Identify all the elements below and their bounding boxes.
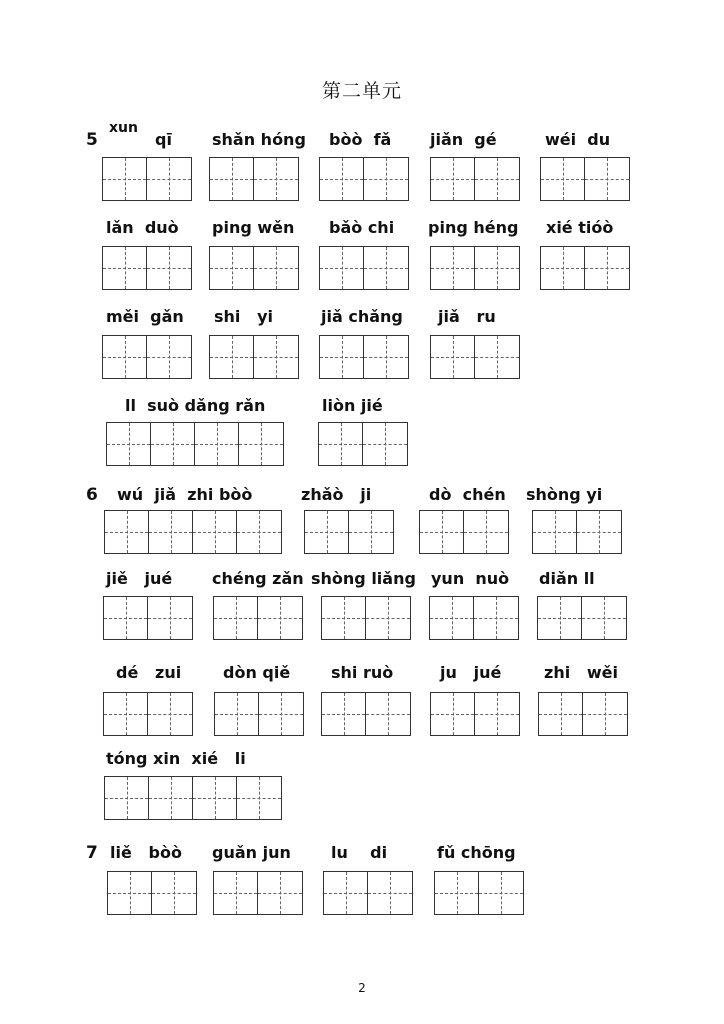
pinyin-label: tóng xin xié li [106, 749, 246, 768]
writing-cell[interactable] [319, 423, 363, 465]
pinyin-label: wéi du [545, 130, 611, 149]
writing-cell[interactable] [320, 336, 364, 378]
writing-cell[interactable] [237, 511, 281, 553]
writing-cell[interactable] [366, 693, 410, 735]
writing-cell[interactable] [237, 777, 281, 819]
character-box-row[interactable] [213, 596, 303, 640]
writing-cell[interactable] [420, 511, 464, 553]
character-box-row[interactable] [102, 246, 192, 290]
writing-cell[interactable] [104, 597, 148, 639]
pinyin-label: liòn jié [322, 396, 383, 415]
writing-cell[interactable] [474, 597, 518, 639]
character-box-row[interactable] [419, 510, 509, 554]
character-box-row[interactable] [104, 510, 282, 554]
page-number: 2 [358, 981, 366, 995]
character-box-row[interactable] [319, 335, 409, 379]
character-box-row[interactable] [319, 246, 409, 290]
writing-cell[interactable] [239, 423, 283, 465]
writing-cell[interactable] [541, 247, 585, 289]
character-box-row[interactable] [532, 510, 622, 554]
character-box-row[interactable] [430, 157, 520, 201]
writing-cell[interactable] [254, 247, 298, 289]
pinyin-label: jiǎn gé [430, 130, 497, 149]
lesson-number: 7 [86, 843, 98, 863]
writing-cell[interactable] [541, 158, 585, 200]
pinyin-label: dòn qiě [223, 663, 291, 682]
character-box-row[interactable] [430, 692, 520, 736]
pinyin-label: yun nuò [431, 569, 510, 588]
character-box-row[interactable] [429, 596, 519, 640]
writing-cell[interactable] [214, 597, 258, 639]
writing-cell[interactable] [151, 423, 195, 465]
writing-cell[interactable] [148, 597, 192, 639]
pinyin-label: jiǎ chǎng [321, 307, 403, 326]
page-title: 第二单元 [321, 80, 402, 102]
writing-cell[interactable] [475, 247, 519, 289]
writing-cell[interactable] [585, 158, 629, 200]
writing-cell[interactable] [149, 511, 193, 553]
pinyin-label: shòng liǎng [311, 569, 416, 588]
writing-cell[interactable] [259, 693, 303, 735]
writing-cell[interactable] [305, 511, 349, 553]
character-box-row[interactable] [318, 422, 408, 466]
writing-cell[interactable] [258, 597, 302, 639]
writing-cell[interactable] [533, 511, 577, 553]
character-box-row[interactable] [319, 157, 409, 201]
character-box-row[interactable] [107, 871, 197, 915]
writing-cell[interactable] [258, 872, 302, 914]
pinyin-label: wú jiǎ zhi bòò [117, 485, 253, 504]
pinyin-label: shòng yi [526, 485, 603, 504]
writing-cell[interactable] [108, 872, 152, 914]
pinyin-label: dé zui [116, 663, 182, 682]
writing-cell[interactable] [431, 158, 475, 200]
pinyin-label: lu di [331, 843, 388, 862]
pinyin-label: jiǎ ru [438, 307, 496, 326]
writing-cell[interactable] [435, 872, 479, 914]
pinyin-label: shi ruò [331, 663, 394, 682]
pinyin-label: ju jué [440, 663, 502, 682]
pinyin-label: fǔ chōng [437, 843, 516, 862]
pinyin-label: qī [155, 130, 172, 149]
character-box-row[interactable] [540, 246, 630, 290]
writing-cell[interactable] [475, 693, 519, 735]
writing-cell[interactable] [105, 511, 149, 553]
writing-cell[interactable] [193, 777, 237, 819]
lesson-number: 5 [86, 130, 98, 150]
pinyin-label: bòò fǎ [329, 130, 392, 149]
character-box-row[interactable] [538, 692, 628, 736]
character-box-row[interactable] [430, 335, 520, 379]
writing-cell[interactable] [539, 693, 583, 735]
lesson-number: 6 [86, 485, 98, 505]
writing-cell[interactable] [431, 247, 475, 289]
pinyin-label: ll suò dǎng rǎn [125, 396, 266, 415]
pinyin-label: zhǎò ji [301, 485, 372, 504]
writing-cell[interactable] [320, 247, 364, 289]
character-box-row[interactable] [430, 246, 520, 290]
character-box-row[interactable] [321, 692, 411, 736]
writing-cell[interactable] [103, 247, 147, 289]
writing-cell[interactable] [368, 872, 412, 914]
writing-cell[interactable] [210, 247, 254, 289]
writing-cell[interactable] [538, 597, 582, 639]
writing-cell[interactable] [147, 247, 191, 289]
writing-cell[interactable] [583, 693, 627, 735]
character-box-row[interactable] [103, 692, 193, 736]
character-box-row[interactable] [540, 157, 630, 201]
writing-cell[interactable] [105, 777, 149, 819]
writing-cell[interactable] [107, 423, 151, 465]
writing-cell[interactable] [147, 336, 191, 378]
writing-cell[interactable] [431, 693, 475, 735]
pinyin-label: lǎn duò [106, 218, 179, 237]
character-box-row[interactable] [102, 335, 192, 379]
pinyin-label: liě bòò [110, 843, 182, 862]
writing-cell[interactable] [364, 247, 408, 289]
writing-cell[interactable] [324, 872, 368, 914]
character-box-row[interactable] [209, 246, 299, 290]
pinyin-label: shǎn hóng [212, 130, 306, 149]
writing-cell[interactable] [254, 158, 298, 200]
pinyin-label: chéng zǎn [212, 569, 304, 588]
writing-cell[interactable] [366, 597, 410, 639]
writing-cell[interactable] [320, 158, 364, 200]
writing-cell[interactable] [475, 336, 519, 378]
character-box-row[interactable] [209, 157, 299, 201]
pinyin-label: xié tióò [546, 218, 614, 237]
writing-cell[interactable] [103, 336, 147, 378]
pinyin-label: dò chén [429, 485, 506, 504]
writing-cell[interactable] [585, 247, 629, 289]
pinyin-label: měi gǎn [106, 307, 184, 326]
writing-cell[interactable] [364, 158, 408, 200]
writing-cell[interactable] [104, 693, 148, 735]
character-box-row[interactable] [323, 871, 413, 915]
writing-cell[interactable] [582, 597, 626, 639]
pinyin-label: diǎn ll [539, 569, 595, 588]
writing-cell[interactable] [149, 777, 193, 819]
writing-cell[interactable] [254, 336, 298, 378]
writing-cell[interactable] [431, 336, 475, 378]
character-box-row[interactable] [321, 596, 411, 640]
character-box-row[interactable] [106, 422, 284, 466]
writing-cell[interactable] [152, 872, 196, 914]
writing-cell[interactable] [103, 158, 147, 200]
writing-cell[interactable] [322, 597, 366, 639]
writing-cell[interactable] [210, 336, 254, 378]
writing-cell[interactable] [475, 158, 519, 200]
writing-cell[interactable] [349, 511, 393, 553]
writing-cell[interactable] [464, 511, 508, 553]
writing-cell[interactable] [148, 693, 192, 735]
character-box-row[interactable] [304, 510, 394, 554]
writing-cell[interactable] [215, 693, 259, 735]
pinyin-label: jiě jué [106, 569, 173, 588]
character-box-row[interactable] [103, 596, 193, 640]
writing-cell[interactable] [430, 597, 474, 639]
pinyin-label: bǎò chi [329, 218, 395, 237]
writing-cell[interactable] [147, 158, 191, 200]
pinyin-label: shi yi [214, 307, 274, 326]
pinyin-label: xun [109, 120, 138, 136]
pinyin-label: zhi wěi [544, 663, 619, 682]
character-box-row[interactable] [209, 335, 299, 379]
character-box-row[interactable] [213, 871, 303, 915]
writing-cell[interactable] [193, 511, 237, 553]
pinyin-label: ping héng [428, 218, 519, 237]
writing-cell[interactable] [364, 336, 408, 378]
pinyin-label: guǎn jun [212, 843, 291, 862]
writing-cell[interactable] [322, 693, 366, 735]
writing-cell[interactable] [479, 872, 523, 914]
character-box-row[interactable] [104, 776, 282, 820]
character-box-row[interactable] [214, 692, 304, 736]
writing-cell[interactable] [210, 158, 254, 200]
pinyin-label: ping wěn [212, 218, 295, 237]
writing-cell[interactable] [214, 872, 258, 914]
character-box-row[interactable] [434, 871, 524, 915]
writing-cell[interactable] [577, 511, 621, 553]
writing-cell[interactable] [195, 423, 239, 465]
character-box-row[interactable] [537, 596, 627, 640]
character-box-row[interactable] [102, 157, 192, 201]
writing-cell[interactable] [363, 423, 407, 465]
